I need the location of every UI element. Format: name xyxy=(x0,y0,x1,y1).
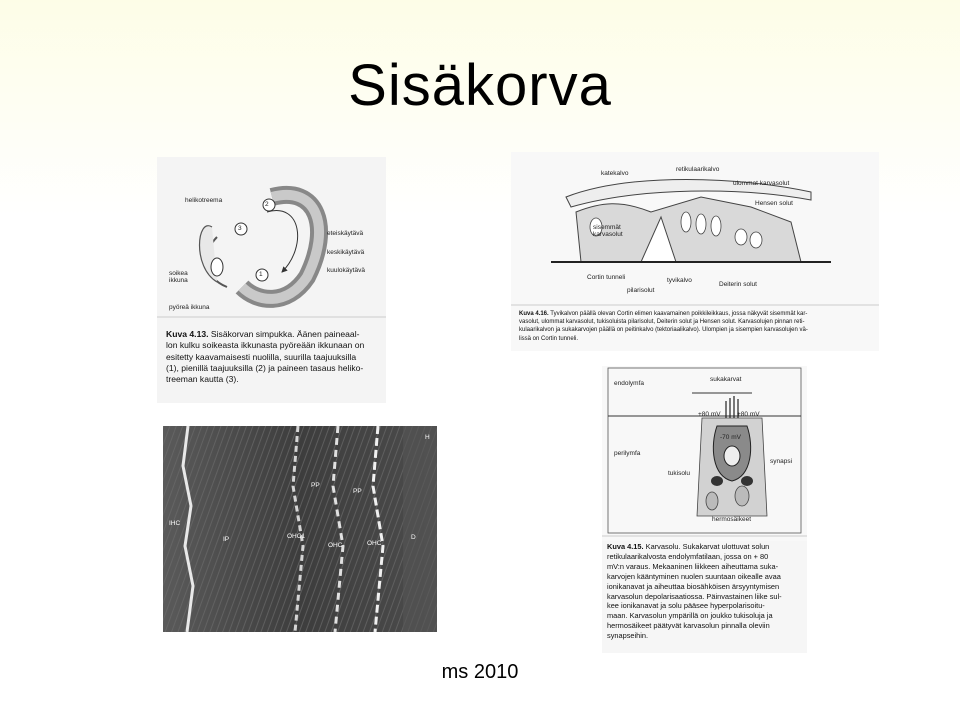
label-ulommat-karvasolut: ulommat karvasolut xyxy=(733,180,790,187)
label-hensen-solut: Hensen solut xyxy=(755,200,793,207)
caption-413-line: (1), pienillä taajuuksilla (2) ja paineen tasaus heliko- xyxy=(166,362,364,373)
caption-415-line: karvojen kääntyminen nuolen suuntaan oikealle avaa xyxy=(607,571,781,581)
caption-415-number: Kuva 4.15. xyxy=(607,542,644,551)
caption-415-line: maan. Karvasolun ympärillä on joukko tukisoluja ja xyxy=(607,611,773,621)
caption-415-line: karvasolun depolarisaatiossa. Päinvastainen liike sul- xyxy=(607,591,782,601)
figure-hair-cell xyxy=(602,366,807,653)
sem-label-ihc: IHC xyxy=(169,520,181,527)
caption-415-line: mV:n varaus. Mekaaninen liikkeen aiheuttama suka- xyxy=(607,561,779,571)
label-kuulokaytava: kuulokäytävä xyxy=(327,267,365,274)
micrograph-image xyxy=(163,426,437,632)
label-sukakarvat: sukakarvat xyxy=(710,376,742,383)
label-katekalvo: katekalvo xyxy=(601,170,629,177)
label-synapsi: synapsi xyxy=(770,458,793,465)
figure-cochlea xyxy=(157,157,386,403)
marker-3-label: 3 xyxy=(238,225,242,232)
slide-footer: ms 2010 xyxy=(441,661,519,683)
label-mv-plus-2: +80 mV xyxy=(737,411,760,418)
label-mv-plus-1: +80 mV xyxy=(698,411,721,418)
figure-organ-of-corti xyxy=(511,152,879,351)
caption-413-line: lon kulku soikeasta ikkunasta pyöreään ikkunaan on xyxy=(166,340,365,351)
caption-413 xyxy=(166,329,382,385)
caption-415-line: kee ionikanavat ja solu pääsee hyperpolarisoitu- xyxy=(607,601,765,611)
caption-413-line: Sisäkorvan simpukka. Äänen paineaal- xyxy=(210,329,360,339)
caption-416-line: vasolut, ulommat karvasolut, tukisoluista pilarisolut, Deiterin solut ja Hensen solut. Karvasolujen pinnan reti- xyxy=(519,319,805,326)
caption-413-number: Kuva 4.13. xyxy=(166,329,209,339)
label-deiterin-solut: Deiterin solut xyxy=(719,281,757,288)
label-retikulaarikalvo: retikulaarikalvo xyxy=(676,166,720,173)
sem-label-ohc1: OHC1 xyxy=(287,533,306,540)
label-keskikaytava: keskikäytävä xyxy=(327,249,365,256)
label-eteiskaytava: eteiskäytävä xyxy=(327,230,364,237)
micrograph-hair-cells xyxy=(163,426,437,632)
label-soikea-ikkuna: soikea ikkuna xyxy=(169,270,188,284)
label-tyvikalvo: tyvikalvo xyxy=(667,277,692,284)
label-endolymfa: endolymfa xyxy=(614,380,644,387)
label-helikotreema: helikotreema xyxy=(185,197,223,204)
caption-416-line: lissä on Cortin tunneli. xyxy=(519,335,579,342)
sem-label-h: H xyxy=(425,434,430,441)
caption-415-line: Karvasolu. Sukakarvat ulottuvat solun xyxy=(645,542,770,551)
sem-label-d: D xyxy=(411,534,416,541)
caption-415-line: hermosäikeet päätyvät karvasolun pinnalla oleviin xyxy=(607,621,770,631)
marker-1-label: 1 xyxy=(259,271,263,278)
sem-label-pp-2: PP xyxy=(353,488,362,495)
label-sisemmat-karvasolut: sisemmät karvasolut xyxy=(593,224,623,238)
sem-label-ohc3: OHC xyxy=(367,540,382,547)
label-cortin-tunneli: Cortin tunneli xyxy=(587,274,626,281)
caption-413-line: esitetty kaavamaisesti nuolilla, suurilla taajuuksilla xyxy=(166,351,357,362)
caption-416-line: kulaarikalvon ja sukakarvojen päällä on peitinkalvo (tektoriaalikalvo). Ulompien ja sisempien karvasolujen vä- xyxy=(519,327,808,334)
caption-415-line: synapseihin. xyxy=(607,631,649,641)
label-mv-minus: -70 mV xyxy=(720,434,741,441)
label-perilymfa: perilymfa xyxy=(614,450,641,457)
caption-415-line: retikulaarikalvosta endolymfatilaan, jossa on + 80 xyxy=(607,551,769,561)
caption-413-line: treeman kautta (3). xyxy=(166,374,239,385)
marker-2-label: 2 xyxy=(265,201,269,208)
label-pyorea-ikkuna: pyöreä ikkuna xyxy=(169,304,210,311)
caption-416 xyxy=(519,310,875,343)
label-tukisolu: tukisolu xyxy=(668,470,691,477)
caption-415-line: ionikanavat ja aiheuttaa biosähköisen ärsyyntymisen xyxy=(607,581,780,591)
sem-label-ohc2: OHC xyxy=(328,542,343,549)
caption-416-line: Tyvikalvon päällä olevan Cortin elimen kaavamainen poikkileikkaus, jossa näkyvät sisemmät kar- xyxy=(550,311,808,317)
sem-label-ip: IP xyxy=(223,536,230,543)
label-hermosaikeet: hermosäikeet xyxy=(712,516,752,523)
caption-415 xyxy=(607,542,805,641)
label-pilarisolut: pilarisolut xyxy=(627,287,655,294)
caption-416-number: Kuva 4.16. xyxy=(519,311,549,317)
sem-label-pp-1: PP xyxy=(311,482,320,489)
slide-title: Sisäkorva xyxy=(348,53,612,118)
